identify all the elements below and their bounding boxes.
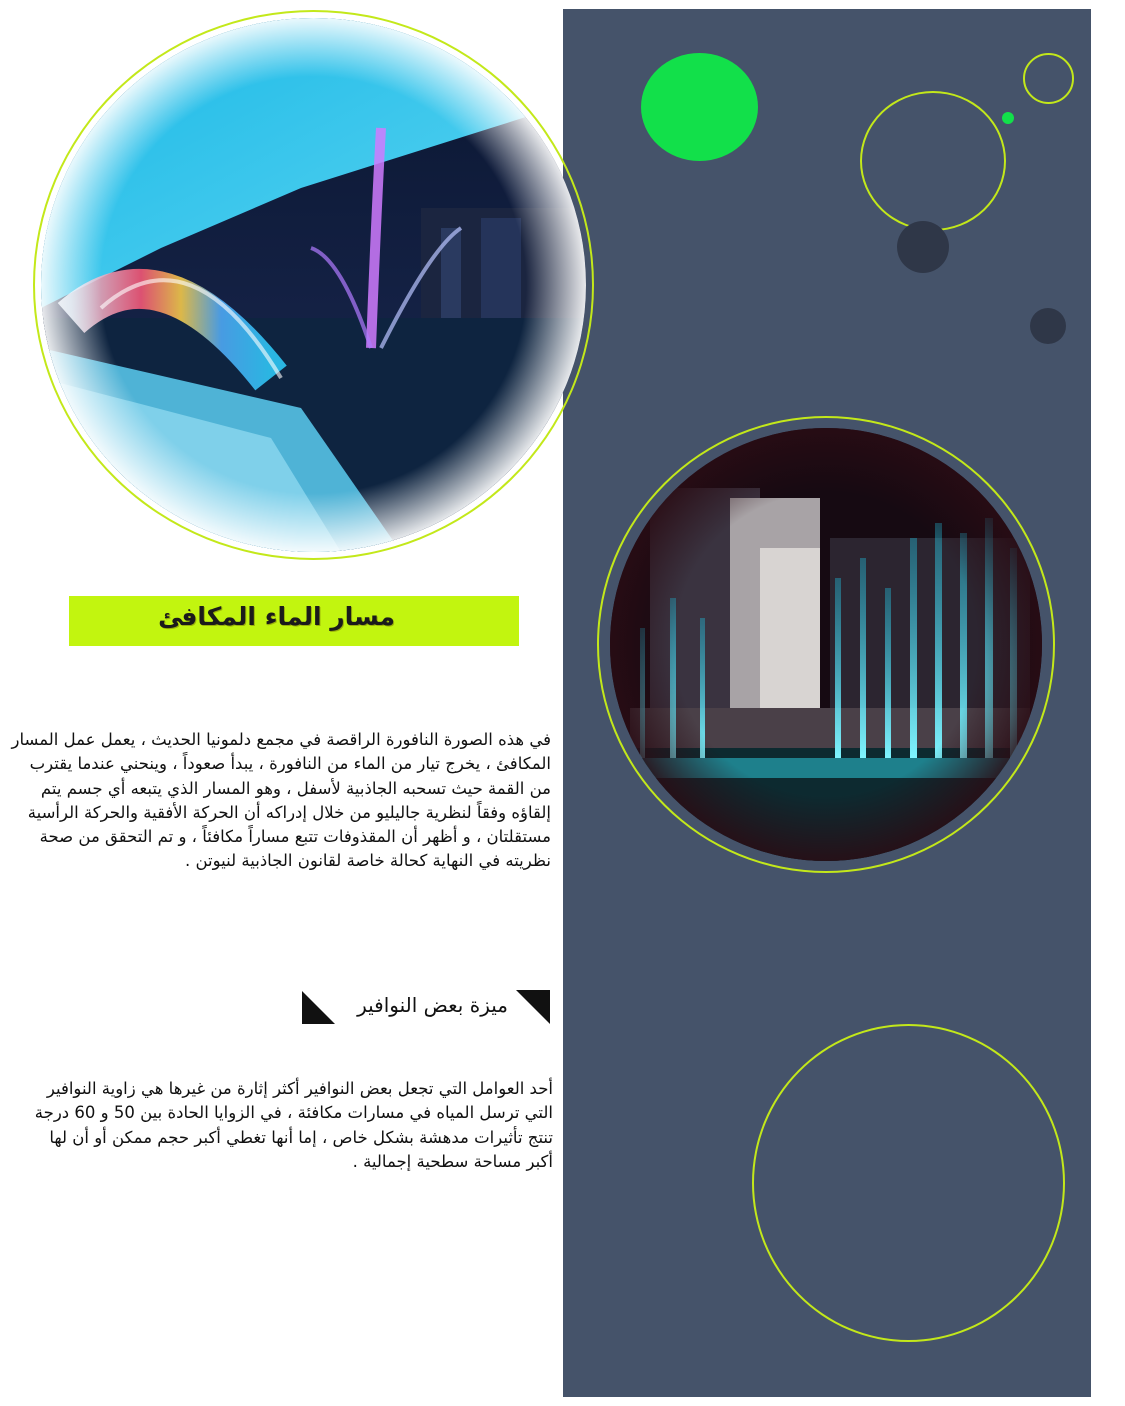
body-paragraph-2: أحد العوامل التي تجعل بعض النوافير أكثر إثارة من غيرها هي زاوية النوافير التي ترسل المياه في مسارات مكافئة ، في الزوايا الحادة بين 50 و 60 درجة تنتج تأثيرات مدهشة بشكل خاص ، إما أنها تغطي أكبر حجم ممكن أو أن لها أكبر مساحة سطحية إجمالية . bbox=[34, 1079, 553, 1171]
dark-circle-decoration bbox=[897, 221, 949, 273]
green-dot-decoration bbox=[1002, 112, 1014, 124]
subheading-block bbox=[300, 988, 550, 1028]
triangle-marker-icon bbox=[302, 991, 335, 1024]
dark-small-circle-decoration bbox=[1030, 308, 1066, 344]
green-circle-decoration bbox=[641, 53, 758, 161]
medium-ring-decoration bbox=[860, 91, 1006, 231]
fountain-photo-top bbox=[41, 18, 586, 552]
body-paragraph-1: في هذه الصورة النافورة الراقصة في مجمع دلمونيا الحديث ، يعمل عمل المسار المكافئ ، يخرج تيار من الماء من النافورة ، يبدأ صعوداً ، وينحني عندما يقترب من القمة حيث تسحبه الجاذبية لأسفل ، وهو المسار الذي يتبعه أي جسم يتم إلقاؤه وفقاً لنظرية جاليليو من خلال إدراكه أن الحركة الأفقية والحركة الرأسية مستقلتان ، و أظهر أن المقذوفات تتبع مساراً مكافئاً ، و تم التحقق من صحة نظريته في النهاية كحالة خاصة لقانون الجاذبية لنيوتن . bbox=[11, 730, 551, 871]
subheading: ميزة بعض النوافير bbox=[357, 993, 508, 1017]
triangle-marker-icon bbox=[516, 990, 550, 1024]
page-title: مسار الماء المكافئ bbox=[158, 602, 395, 631]
fountain-photo-right bbox=[610, 428, 1042, 861]
large-ring-decoration bbox=[752, 1024, 1065, 1342]
title-banner bbox=[69, 596, 519, 646]
small-ring-decoration bbox=[1023, 53, 1074, 104]
